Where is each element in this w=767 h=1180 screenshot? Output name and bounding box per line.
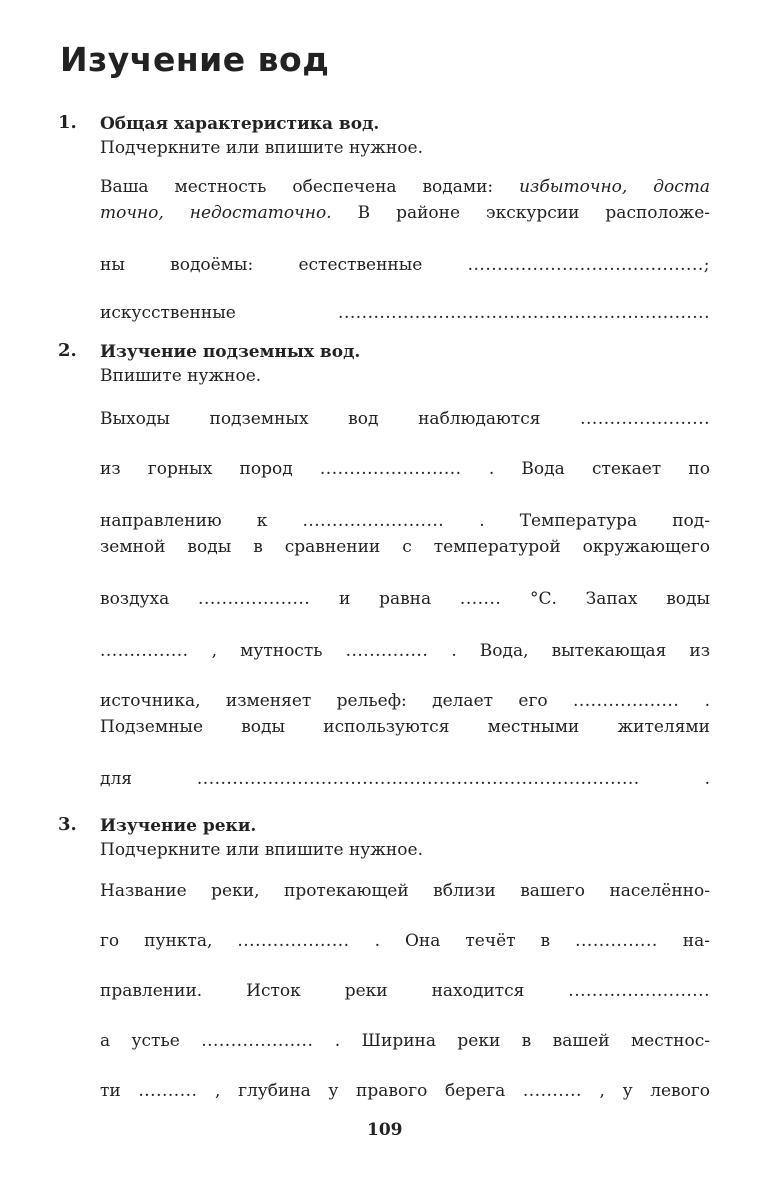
text: ны водоёмы: естественные	[100, 255, 423, 275]
blank-field[interactable]: ........................................;	[467, 255, 710, 275]
text: , глубина у правого берега	[215, 1081, 506, 1101]
text: . Вода стекает по	[488, 459, 710, 479]
section-2-line-3	[100, 510, 710, 532]
text: а устье	[100, 1031, 180, 1051]
section-2-instruction: Впишите нужное.	[100, 366, 262, 386]
blank-field[interactable]: ...................	[201, 1031, 314, 1051]
section-2-line-6	[100, 640, 710, 662]
section-3-line-3	[100, 980, 710, 1002]
blank-field[interactable]: ...............	[100, 641, 189, 661]
text: воздуха	[100, 589, 170, 609]
blank-field[interactable]: ..............	[345, 641, 429, 661]
section-2-line-1	[100, 408, 710, 430]
text: , мутность	[211, 641, 323, 661]
blank-field[interactable]: ...................	[198, 589, 311, 609]
section-2-title: Изучение подземных вод.	[100, 342, 361, 362]
blank-field[interactable]: ........................	[319, 459, 462, 479]
section-3-line-1	[100, 880, 710, 902]
blank-field[interactable]: ..........	[138, 1081, 198, 1101]
text: . Вода, вытекающая из	[451, 641, 710, 661]
section-3-line-4	[100, 1030, 710, 1052]
text: .	[704, 769, 710, 789]
blank-field[interactable]: ...........................................................................	[196, 769, 640, 789]
text: земной воды в сравнении с температурой окружающего	[100, 537, 710, 557]
blank-field[interactable]: ..........	[522, 1081, 582, 1101]
text: для	[100, 769, 132, 789]
text: го пункта,	[100, 931, 213, 951]
text: . Температура под-	[479, 511, 710, 531]
text: Название реки, протекающей вблизи вашего населённо-	[100, 881, 710, 901]
section-2-line-7	[100, 690, 710, 712]
section-1-title: Общая характеристика вод.	[100, 114, 380, 134]
text: ти	[100, 1081, 121, 1101]
section-3-instruction: Подчеркните или впишите нужное.	[100, 840, 423, 860]
section-1-line-1	[100, 176, 710, 198]
blank-field[interactable]: ..............	[575, 931, 658, 951]
section-1-line-3	[100, 254, 710, 276]
text: на-	[682, 931, 710, 951]
text: Выходы подземных вод наблюдаются	[100, 409, 541, 429]
blank-field[interactable]: .......	[459, 589, 502, 609]
blank-field[interactable]: ........................	[568, 981, 710, 1001]
text: . Ширина реки в вашей местнос-	[334, 1031, 710, 1051]
text: и равна	[339, 589, 432, 609]
section-1-line-4	[100, 302, 710, 324]
text: Подземные воды используются местными жителями	[100, 717, 710, 737]
blank-field[interactable]: ...............................................................	[338, 303, 710, 323]
text: . Она течёт в	[374, 931, 551, 951]
text: В районе экскурсии расположе-	[357, 203, 710, 223]
text: , у левого	[599, 1081, 710, 1101]
blank-field[interactable]: ........................	[302, 511, 445, 531]
section-2-line-9	[100, 768, 710, 790]
section-2-line-2	[100, 458, 710, 480]
text: искусственные	[100, 303, 236, 323]
text: из горных пород	[100, 459, 293, 479]
section-3-number: 3.	[58, 814, 77, 835]
section-1-instruction: Подчеркните или впишите нужное.	[100, 138, 423, 158]
section-1-number: 1.	[58, 112, 77, 133]
option-text[interactable]: точно, недостаточно.	[100, 203, 332, 223]
text: °С. Запах воды	[530, 589, 710, 609]
blank-field[interactable]: ......................	[580, 409, 710, 429]
section-2-line-5	[100, 588, 710, 610]
section-3-title: Изучение реки.	[100, 816, 257, 836]
section-2-line-4	[100, 536, 710, 558]
option-text[interactable]: избыточно, доста	[519, 177, 710, 197]
section-3-line-2	[100, 930, 710, 952]
page-title: Изучение вод	[60, 40, 330, 79]
text: .	[704, 691, 710, 711]
text: направлению к	[100, 511, 268, 531]
text: правлении. Исток реки находится	[100, 981, 525, 1001]
text: Ваша местность обеспечена водами:	[100, 177, 494, 197]
section-2-number: 2.	[58, 340, 77, 361]
blank-field[interactable]: ...................	[237, 931, 350, 951]
section-1-line-2	[100, 202, 710, 224]
blank-field[interactable]: ..................	[572, 691, 680, 711]
text: источника, изменяет рельеф: делает его	[100, 691, 548, 711]
section-3-line-5	[100, 1080, 710, 1102]
section-2-line-8	[100, 716, 710, 738]
page-number: 109	[367, 1120, 403, 1140]
